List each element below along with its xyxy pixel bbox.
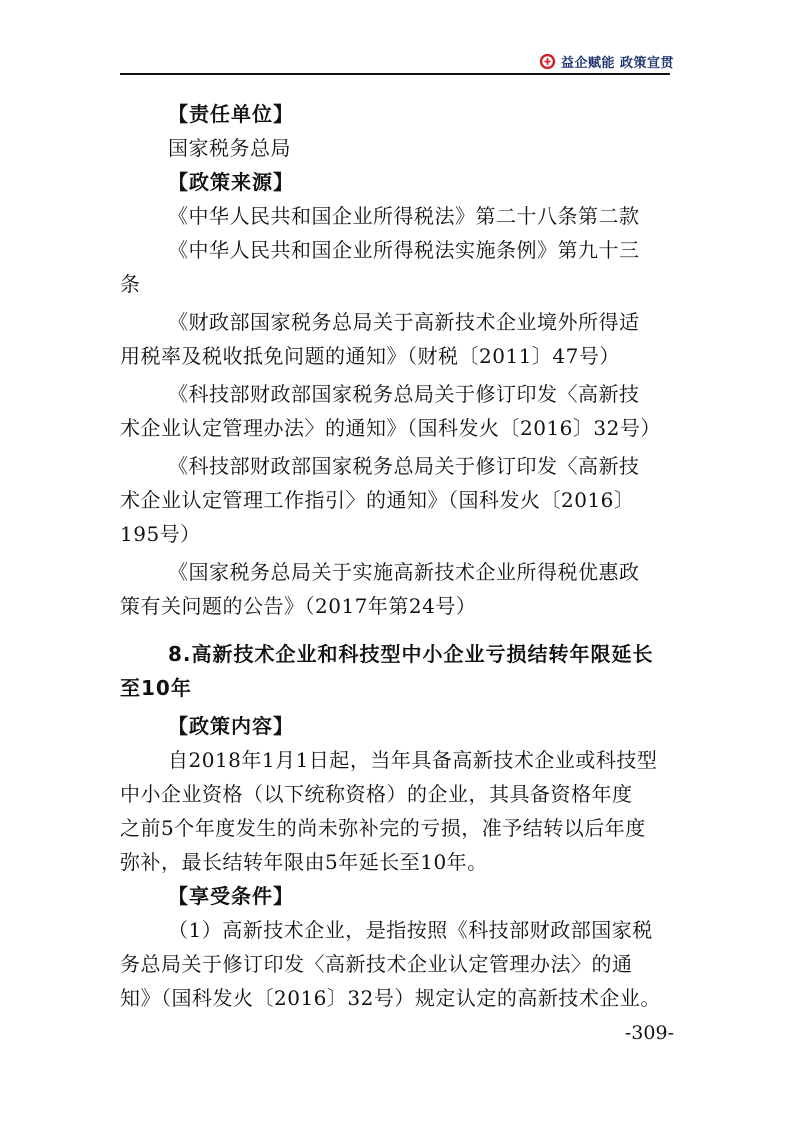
section-heading-policy-content: 【政策内容】 <box>168 714 294 738</box>
section-heading-responsible-unit: 【责任单位】 <box>168 102 294 126</box>
policy-content-line: 中小企业资格（以下统称资格）的企业，其具备资格年度 <box>120 782 633 806</box>
source-line: 《科技部财政部国家税务总局关于修订印发〈高新技 <box>168 382 640 406</box>
source-line: 《科技部财政部国家税务总局关于修订印发〈高新技 <box>168 454 640 478</box>
item-8-title-continued: 至10年 <box>120 676 192 700</box>
item-8-title: 8.高新技术企业和科技型中小企业亏损结转年限延长 <box>168 642 654 666</box>
source-line: 用税率及税收抵免问题的通知》（财税〔2011〕47号） <box>120 344 620 368</box>
conditions-line: （1）高新技术企业，是指按照《科技部财政部国家税 <box>168 918 653 942</box>
source-line: 《财政部国家税务总局关于高新技术企业境外所得适 <box>168 310 640 334</box>
source-line: 条 <box>120 272 141 296</box>
conditions-line: 务总局关于修订印发〈高新技术企业认定管理办法〉的通 <box>120 952 633 976</box>
source-line: 《国家税务总局关于实施高新技术企业所得税优惠政 <box>168 560 640 584</box>
page-number: -309- <box>624 1022 674 1044</box>
tax-emblem-icon <box>539 53 556 70</box>
source-line: 195号） <box>120 522 201 546</box>
document-body <box>120 97 672 1015</box>
source-line: 术企业认定管理办法〉的通知》（国科发火〔2016〕32号） <box>120 416 661 440</box>
source-line: 策有关问题的公告》（2017年第24号） <box>120 594 477 618</box>
section-heading-conditions: 【享受条件】 <box>168 884 294 908</box>
source-line: 《中华人民共和国企业所得税法实施条例》第九十三 <box>168 238 640 262</box>
policy-content-line: 自2018年1月1日起，当年具备高新技术企业或科技型 <box>168 748 658 772</box>
header-divider <box>120 73 670 75</box>
policy-content-line: 之前5个年度发生的尚未弥补完的亏损，准予结转以后年度 <box>120 816 646 840</box>
source-line: 《中华人民共和国企业所得税法》第二十八条第二款 <box>168 204 640 228</box>
brand-text: 益企赋能 政策宣贯 <box>560 55 674 71</box>
conditions-line: 知》（国科发火〔2016〕32号）规定认定的高新技术企业。 <box>120 986 661 1010</box>
section-heading-policy-source: 【政策来源】 <box>168 170 294 194</box>
responsible-unit-text: 国家税务总局 <box>168 136 291 160</box>
header-brand <box>539 50 674 72</box>
source-line: 术企业认定管理工作指引〉的通知》（国科发火〔2016〕 <box>120 488 635 512</box>
policy-content-line: 弥补，最长结转年限由5年延长至10年。 <box>120 850 488 874</box>
